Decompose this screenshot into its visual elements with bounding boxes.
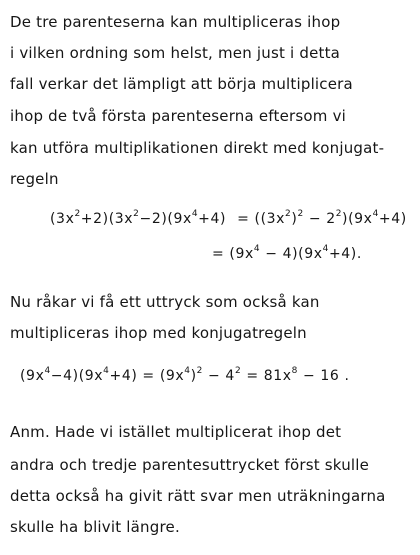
equation-1-line-1 — [50, 208, 407, 230]
note-line-2: andra och tredje parentesuttrycket först skulle — [10, 456, 370, 474]
equation-1-rhs: = $((3x^2)^2 - 2^2)(9x^4+4)$ — [237, 209, 407, 227]
note-line-4: skulle ha blivit längre. — [10, 518, 180, 536]
paragraph-1-line-2: i vilken ordning som helst, men just i detta — [10, 44, 341, 62]
equation-1-line-2: = $(9x^4 - 4)(9x^4+4)$. — [212, 244, 362, 262]
equation-2: $(9x^4-4)(9x^4+4) = (9x^4)^2 - 4^2 = 81x^8 - 16$ . — [20, 366, 350, 384]
paragraph-1-line-3: fall verkar det lämpligt att börja multiplicera — [10, 75, 353, 93]
paragraph-2-line-1: Nu råkar vi få ett uttryck som också kan — [10, 293, 320, 311]
paragraph-1-line-1: De tre parenteserna kan multipliceras ihop — [10, 13, 341, 31]
paragraph-1-line-5: kan utföra multiplikationen direkt med konjugat- — [10, 139, 385, 157]
paragraph-2-line-2: multipliceras ihop med konjugatregeln — [10, 324, 307, 342]
paragraph-1-line-6: regeln — [10, 170, 59, 188]
note-line-1: Anm. Hade vi istället multiplicerat ihop det — [10, 423, 342, 441]
equation-1-lhs: $(3x^2+2)(3x^2-2)(9x^4+4)$ — [50, 209, 227, 227]
note-line-3: detta också ha givit rätt svar men uträkningarna — [10, 487, 386, 505]
paragraph-1-line-4: ihop de två första parenteserna eftersom vi — [10, 107, 347, 125]
